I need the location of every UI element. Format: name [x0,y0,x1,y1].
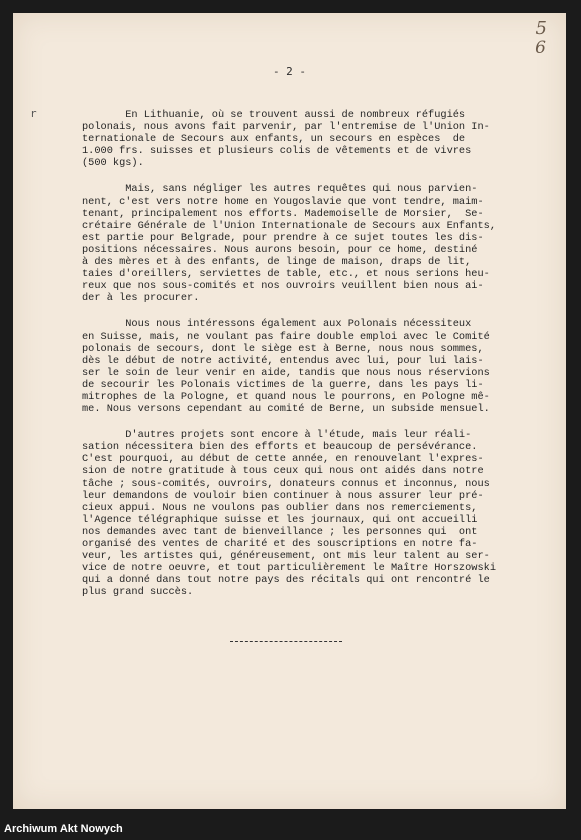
text-line: Nous nous intéressons également aux Polonais nécessiteux [82,318,472,331]
text-line: sion de notre gratitude à tous ceux qui nous ont aidés dans notre [82,465,484,478]
text-line: D'autres projets sont encore à l'étude, mais leur réali- [82,429,472,442]
text-line: reux que nos sous-comités et nos ouvroirs veuillent bien nous ai- [82,280,484,293]
text-line: leur demandons de vouloir bien continuer à nous assurer leur pré- [82,489,484,502]
text-line: (500 kgs). [82,157,144,170]
text-line: est partie pour Belgrade, pour prendre à ce sujet toutes les dis- [82,231,484,244]
text-line: polonais de secours, dont le siège est à Berne, nous nous sommes, [82,342,484,355]
paragraph-4 [82,429,544,598]
handwritten-annotation-bottom: 6 [535,38,546,58]
text-line: crétaire Générale de l'Union Internationale de Secours aux Enfants, [82,219,497,232]
paragraph-1 [82,109,544,169]
text-line: l'Agence télégraphique suisse et les journaux, qui ont accueilli [82,513,478,526]
text-line: sation nécessitera bien des efforts et beaucoup de persévérance. [82,441,478,454]
body-text [82,109,544,612]
text-line: me. Nous versons cependant au comité de Berne, un subside mensuel. [82,403,490,416]
margin-mark: r [30,107,37,120]
text-line: à des mères et à des enfants, de linge de maison, draps de lit, [82,256,472,269]
text-line: 1.000 frs. suisses et plusieurs colis de vêtements et de vivres [82,145,472,158]
text-line: taies d'oreillers, serviettes de table, etc., et nous serions heu- [82,268,490,281]
text-line: nent, c'est vers notre home en Yougoslavie que vont tendre, maim- [82,195,484,208]
text-line: tenant, principalement nos efforts. Mademoiselle de Morsier, Se- [82,207,484,220]
text-line: dès le début de notre activité, entendus avec lui, pour lui lais- [82,354,484,367]
text-line: de secourir les Polonais victimes de la guerre, dans les pays li- [82,378,484,391]
text-line: tâche ; sous-comités, ouvroirs, donateurs connus et inconnus, nous [82,477,490,490]
text-line: qui a donné dans tout notre pays des récitals qui ont rencontré le [82,574,490,587]
handwritten-annotation-top: 5 [535,18,547,39]
text-line: ser le soin de leur venir en aide, tandis que nous nous réservions [82,366,490,379]
archive-watermark: Archiwum Akt Nowych [4,823,123,835]
document-page [13,13,566,809]
text-line: nos demandes avec tant de bienveillance ; les personnes qui ont [82,525,478,538]
text-line: C'est pourquoi, au début de cette année, en renouvelant l'expres- [82,453,484,466]
text-line: en Suisse, mais, ne voulant pas faire double emploi avec le Comité [82,330,490,343]
text-line: En Lithuanie, où se trouvent aussi de nombreux réfugiés [82,109,466,121]
text-line: positions nécessaires. Nous aurons besoin, pour ce home, destiné [82,243,478,256]
page-number: - 2 - [272,65,307,78]
text-line: vice de notre oeuvre, et tout particulièrement le Maître Horszowski [82,562,497,575]
text-line: Mais, sans négliger les autres requêtes qui nous parvien- [82,183,478,196]
text-line: veur, les artistes qui, généreusement, ont mis leur talent au ser- [82,550,490,563]
paragraph-2 [82,183,544,304]
paragraph-3 [82,318,544,415]
text-line: plus grand succès. [82,586,194,599]
text-line: organisé des ventes de charité et des souscriptions en notre fa- [82,538,478,550]
text-line: mitrophes de la Pologne, et quand nous le pourrons, en Pologne mê- [82,390,490,403]
separator-rule [230,641,342,642]
text-line: cieux appui. Nous ne voulons pas oublier dans nos remerciements, [82,501,478,514]
text-line: der à les procurer. [82,292,200,305]
text-line: ternationale de Secours aux enfants, un secours en espèces de [82,133,466,146]
text-line: polonais, nous avons fait parvenir, par l'entremise de l'Union In- [82,121,490,134]
